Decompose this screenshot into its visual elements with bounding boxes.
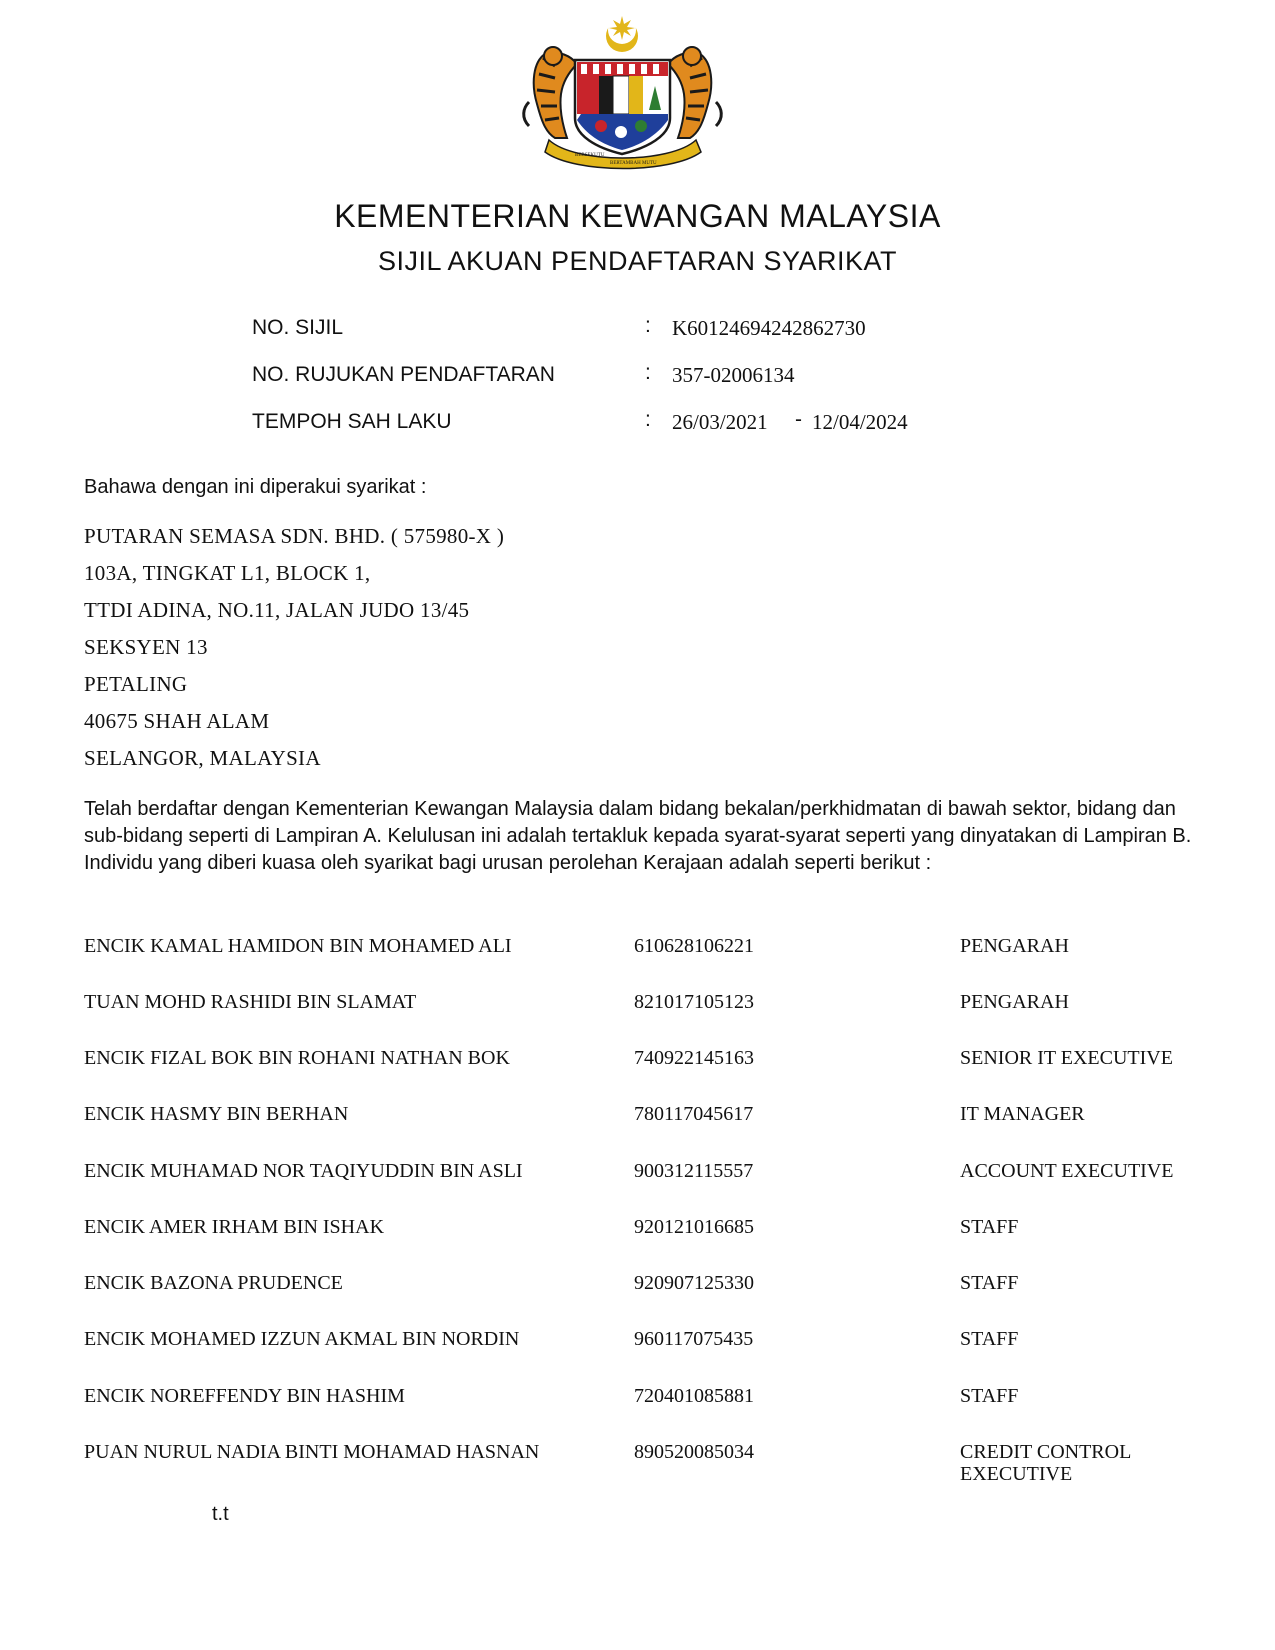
person-name: ENCIK FIZAL BOK BIN ROHANI NATHAN BOK [84, 1047, 510, 1069]
person-name: ENCIK HASMY BIN BERHAN [84, 1103, 349, 1125]
cert-no-label: NO. SIJIL [252, 316, 344, 339]
validity-to: 12/04/2024 [812, 410, 908, 434]
list-item [84, 1160, 1204, 1216]
address-line: TTDI ADINA, NO.11, JALAN JUDO 13/45 [84, 598, 470, 622]
person-name: ENCIK BAZONA PRUDENCE [84, 1272, 343, 1294]
person-position: SENIOR IT EXECUTIVE [960, 1047, 1173, 1069]
registration-statement: Telah berdaftar dengan Kementerian Kewangan Malaysia dalam bidang bekalan/perkhidmatan di bawah sektor, bidang dan sub-bidang seperti di Lampiran A. Kelulusan ini adalah tertakluk kepada syarat-syarat seperti yang dinyatakan di Lampiran B. Individu yang diberi kuasa oleh syarikat bagi urusan perolehan Kerajaan adalah seperti berikut : [84, 798, 1192, 874]
person-position: STAFF [960, 1385, 1019, 1407]
person-name: ENCIK KAMAL HAMIDON BIN MOHAMED ALI [84, 935, 512, 957]
address-line: PETALING [84, 672, 188, 696]
person-ic: 960117075435 [634, 1328, 754, 1350]
list-item [84, 1441, 1204, 1497]
motto-right-text: BERTAMBAH MUTU [610, 161, 657, 166]
crescent-star-icon [606, 16, 638, 52]
person-ic: 780117045617 [634, 1103, 754, 1125]
validity-dash: - [795, 408, 802, 431]
list-item [84, 935, 1204, 991]
intro-text: Bahawa dengan ini diperakui syarikat : [84, 476, 427, 498]
person-name: ENCIK AMER IRHAM BIN ISHAK [84, 1216, 385, 1238]
address-line: SELANGOR, MALAYSIA [84, 746, 321, 770]
person-position: IT MANAGER [960, 1103, 1085, 1125]
list-item [84, 1103, 1204, 1159]
person-name: ENCIK NOREFFENDY BIN HASHIM [84, 1385, 405, 1407]
list-item [84, 1272, 1204, 1328]
person-name: ENCIK MOHAMED IZZUN AKMAL BIN NORDIN [84, 1328, 520, 1350]
person-position: PENGARAH [960, 935, 1069, 957]
list-item [84, 1385, 1204, 1441]
person-name: ENCIK MUHAMAD NOR TAQIYUDDIN BIN ASLI [84, 1160, 523, 1182]
footer-note: t.t [212, 1503, 229, 1525]
address-line: SEKSYEN 13 [84, 635, 208, 659]
shield-icon [575, 60, 670, 154]
validity-from: 26/03/2021 [672, 410, 768, 434]
reg-ref-value: 357-02006134 [672, 363, 795, 387]
reg-ref-colon: : [645, 361, 651, 384]
person-position: ACCOUNT EXECUTIVE [960, 1160, 1174, 1182]
list-item [84, 1047, 1204, 1103]
person-name: PUAN NURUL NADIA BINTI MOHAMAD HASNAN [84, 1441, 540, 1463]
address-line: 103A, TINGKAT L1, BLOCK 1, [84, 561, 371, 585]
person-ic: 821017105123 [634, 991, 754, 1013]
list-item [84, 991, 1204, 1047]
document-title: SIJIL AKUAN PENDAFTARAN SYARIKAT [377, 246, 898, 276]
person-position: STAFF [960, 1328, 1019, 1350]
coat-of-arms-emblem [515, 14, 730, 174]
person-ic: 900312115557 [634, 1160, 754, 1182]
list-item [84, 1216, 1204, 1272]
cert-no-value: K60124694242862730 [672, 316, 866, 340]
person-ic: 890520085034 [634, 1441, 754, 1463]
list-item [84, 1328, 1204, 1384]
person-position: STAFF [960, 1272, 1019, 1294]
person-position: STAFF [960, 1216, 1019, 1238]
address-line: 40675 SHAH ALAM [84, 709, 270, 733]
person-name: TUAN MOHD RASHIDI BIN SLAMAT [84, 991, 417, 1013]
validity-colon: : [645, 408, 651, 431]
validity-label: TEMPOH SAH LAKU [252, 410, 452, 433]
person-ic: 920907125330 [634, 1272, 754, 1294]
person-ic: 610628106221 [634, 935, 754, 957]
person-position: PENGARAH [960, 991, 1069, 1013]
reg-ref-label: NO. RUJUKAN PENDAFTARAN [252, 363, 555, 386]
ministry-title: KEMENTERIAN KEWANGAN MALAYSIA [334, 198, 941, 234]
person-ic: 740922145163 [634, 1047, 754, 1069]
right-tiger-icon [668, 47, 721, 138]
person-position: CREDIT CONTROL EXECUTIVE [960, 1441, 1131, 1485]
left-tiger-icon [524, 47, 577, 138]
person-ic: 720401085881 [634, 1385, 754, 1407]
person-ic: 920121016685 [634, 1216, 754, 1238]
cert-no-colon: : [645, 314, 651, 337]
company-name: PUTARAN SEMASA SDN. BHD. ( 575980-X ) [84, 524, 505, 548]
motto-left-text: BERSEKUTU [575, 153, 605, 158]
